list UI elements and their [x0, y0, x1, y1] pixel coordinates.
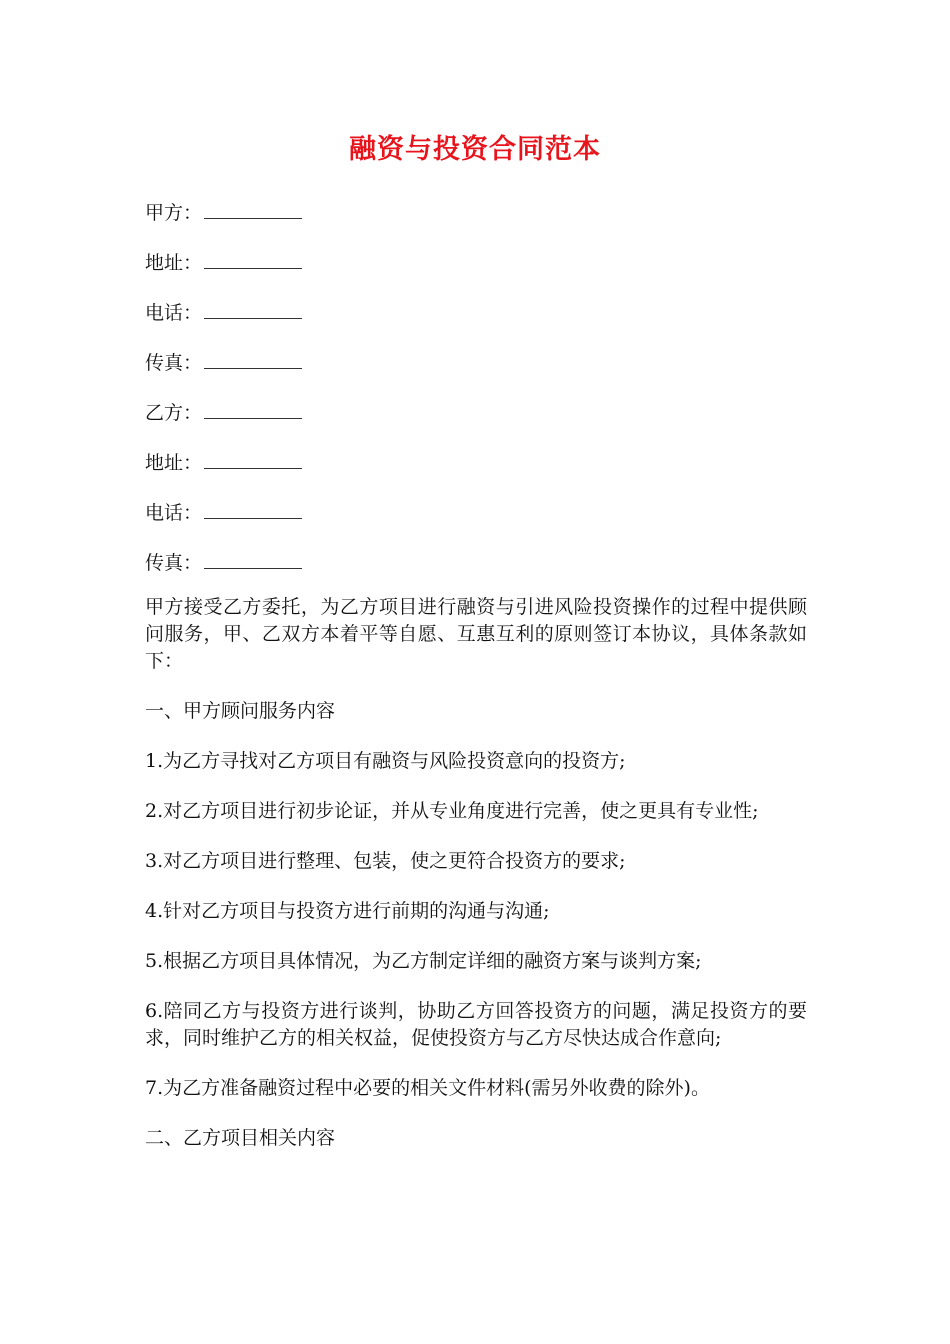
- fill-in-blank: [204, 548, 302, 569]
- field-label: 地址：: [145, 452, 203, 474]
- party-a-phone-field: [145, 296, 825, 346]
- clause-item: 1.为乙方寻找对乙方项目有融资与风险投资意向的投资方;: [145, 750, 626, 772]
- field-label: 乙方：: [145, 402, 203, 424]
- field-label: 传真：: [145, 352, 203, 374]
- party-b-address-field: [145, 446, 825, 496]
- clause-item: 4.针对乙方项目与投资方进行前期的沟通与沟通;: [145, 900, 550, 922]
- party-b-fax-field: [145, 546, 825, 596]
- fill-in-blank: [204, 498, 302, 519]
- section-heading: 二、乙方项目相关内容: [145, 1127, 336, 1149]
- fill-in-blank: [204, 248, 302, 269]
- party-b-phone-field: [145, 496, 825, 546]
- field-label: 电话：: [145, 302, 203, 324]
- field-label: 电话：: [145, 502, 203, 524]
- fill-in-blank: [204, 298, 302, 319]
- field-label: 传真：: [145, 552, 203, 574]
- party-a-fax-field: [145, 346, 825, 396]
- fill-in-blank: [204, 448, 302, 469]
- document-title: 融资与投资合同范本: [349, 134, 601, 165]
- party-fields: [145, 196, 825, 596]
- party-a-address-field: [145, 246, 825, 296]
- clause-item: 3.对乙方项目进行整理、包装，使之更符合投资方的要求;: [145, 850, 626, 872]
- fill-in-blank: [204, 348, 302, 369]
- party-b-name-field: [145, 396, 825, 446]
- fill-in-blank: [204, 398, 302, 419]
- intro-paragraph: 甲方接受乙方委托，为乙方项目进行融资与引进风险投资操作的过程中提供顾问服务，甲、乙双方本着平等自愿、互惠互利的原则签订本协议，具体条款如下：: [145, 596, 807, 672]
- contract-body: [145, 594, 807, 1175]
- clause-item: 7.为乙方准备融资过程中必要的相关文件材料(需另外收费的除外)。: [145, 1077, 710, 1099]
- clause-item: 5.根据乙方项目具体情况，为乙方制定详细的融资方案与谈判方案;: [145, 950, 702, 972]
- section-heading: 一、甲方顾问服务内容: [145, 700, 336, 722]
- clause-item: 2.对乙方项目进行初步论证，并从专业角度进行完善，使之更具有专业性;: [145, 800, 759, 822]
- party-a-name-field: [145, 196, 825, 246]
- field-label: 甲方：: [145, 202, 203, 224]
- clause-item: 6.陪同乙方与投资方进行谈判，协助乙方回答投资方的问题，满足投资方的要求，同时维护乙方的相关权益，促使投资方与乙方尽快达成合作意向;: [145, 1000, 807, 1049]
- fill-in-blank: [204, 198, 302, 219]
- field-label: 地址：: [145, 252, 203, 274]
